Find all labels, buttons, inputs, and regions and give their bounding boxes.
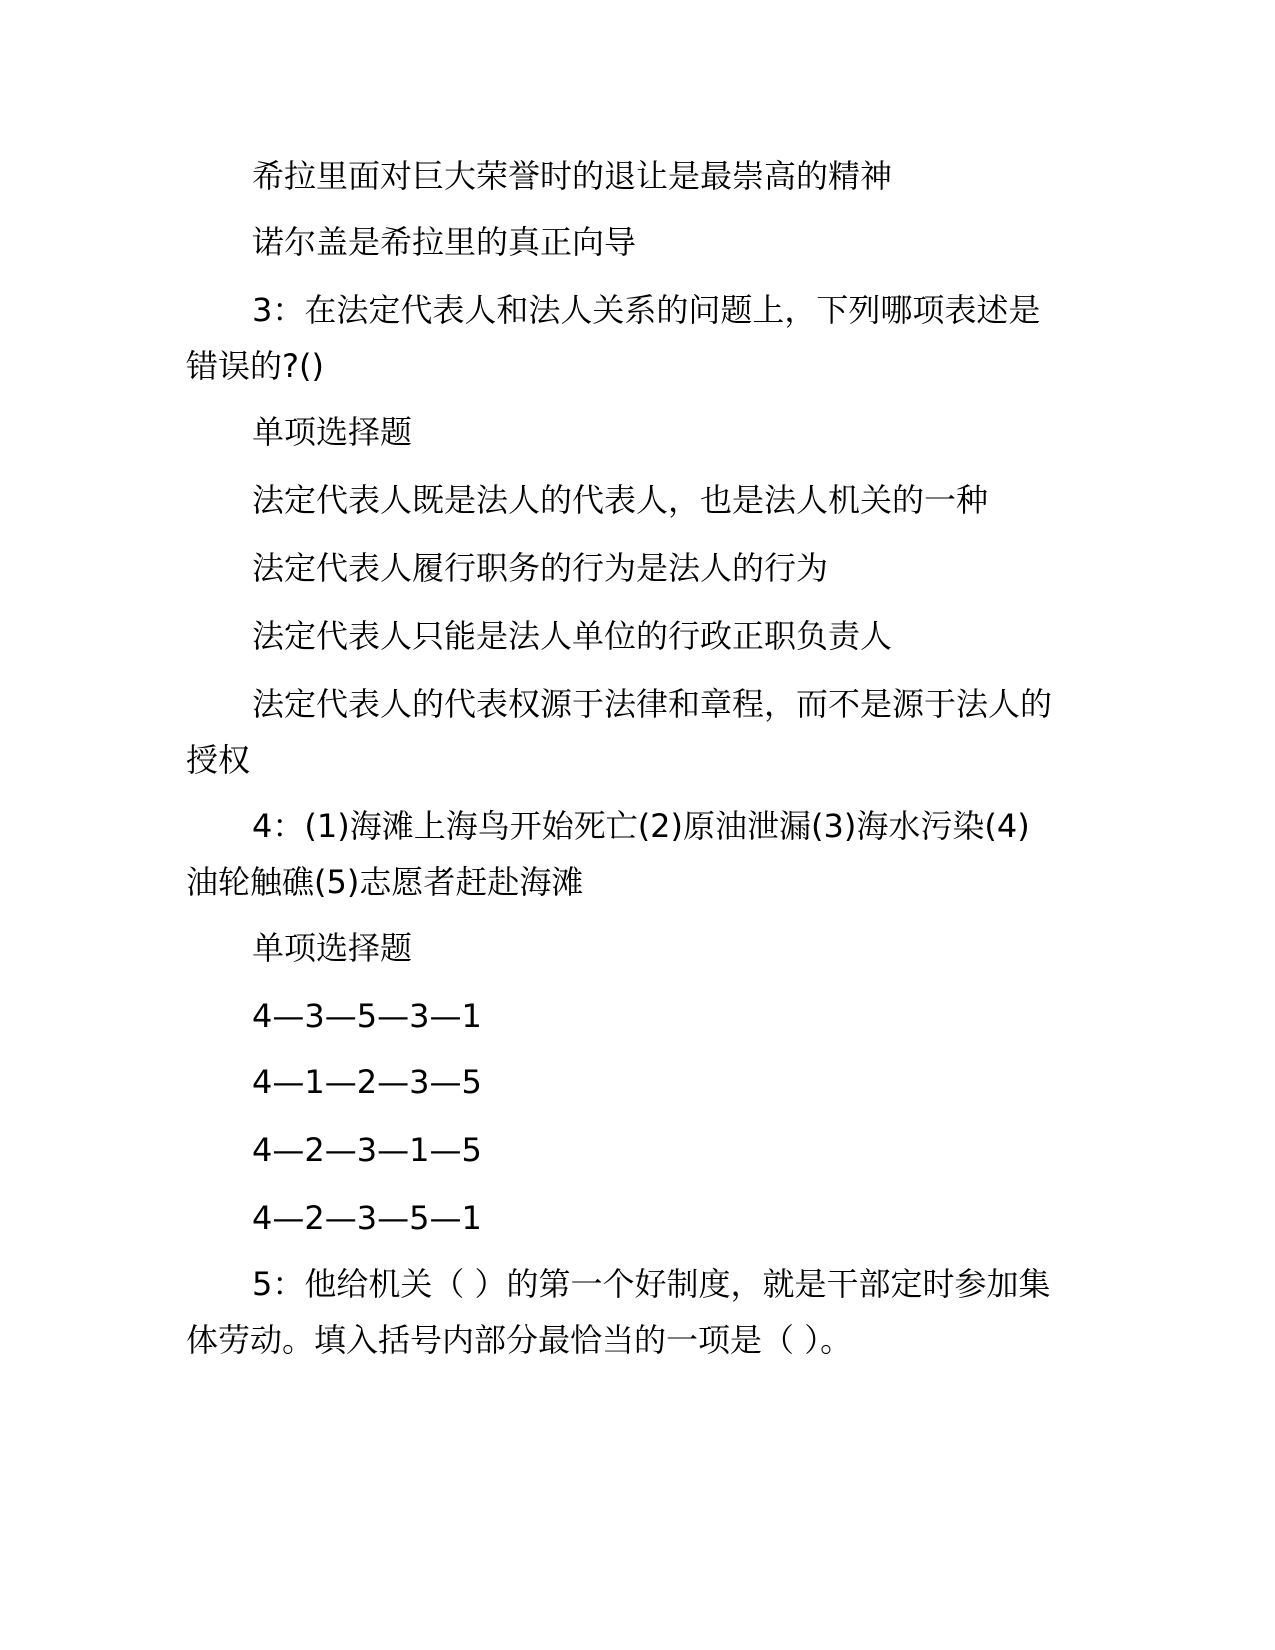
question-4-option-a: 4—3—5—3—1 [252, 997, 482, 1035]
paragraph-norgay-guide: 诺尔盖是希拉里的真正向导 [252, 223, 637, 261]
question-4-type: 单项选择题 [252, 929, 413, 967]
question-3-option-d-line-2: 授权 [186, 741, 251, 779]
question-3-option-a: 法定代表人既是法人的代表人，也是法人机关的一种 [252, 481, 989, 519]
question-3-type: 单项选择题 [252, 413, 413, 451]
question-4-option-b: 4—1—2—3—5 [252, 1063, 482, 1101]
question-5-line-2: 体劳动。填入括号内部分最恰当的一项是（ ）。 [186, 1321, 853, 1359]
question-4-option-d: 4—2—3—5—1 [252, 1199, 482, 1237]
question-3-line-1: 3：在法定代表人和法人关系的问题上，下列哪项表述是 [252, 291, 1041, 329]
question-3-line-2: 错误的?() [186, 347, 324, 385]
paragraph-hillary-modesty: 希拉里面对巨大荣誉时的退让是最崇高的精神 [252, 157, 893, 195]
question-3-option-b: 法定代表人履行职务的行为是法人的行为 [252, 549, 829, 587]
question-4-line-2: 油轮触礁(5)志愿者赶赴海滩 [186, 863, 584, 901]
question-4-line-1: 4：(1)海滩上海鸟开始死亡(2)原油泄漏(3)海水污染(4) [252, 807, 1030, 845]
question-4-option-c: 4—2—3—1—5 [252, 1131, 482, 1169]
question-3-option-d-line-1: 法定代表人的代表权源于法律和章程，而不是源于法人的 [252, 685, 1053, 723]
question-3-option-c: 法定代表人只能是法人单位的行政正职负责人 [252, 617, 893, 655]
question-5-line-1: 5：他给机关（ ）的第一个好制度，就是干部定时参加集 [252, 1265, 1051, 1303]
